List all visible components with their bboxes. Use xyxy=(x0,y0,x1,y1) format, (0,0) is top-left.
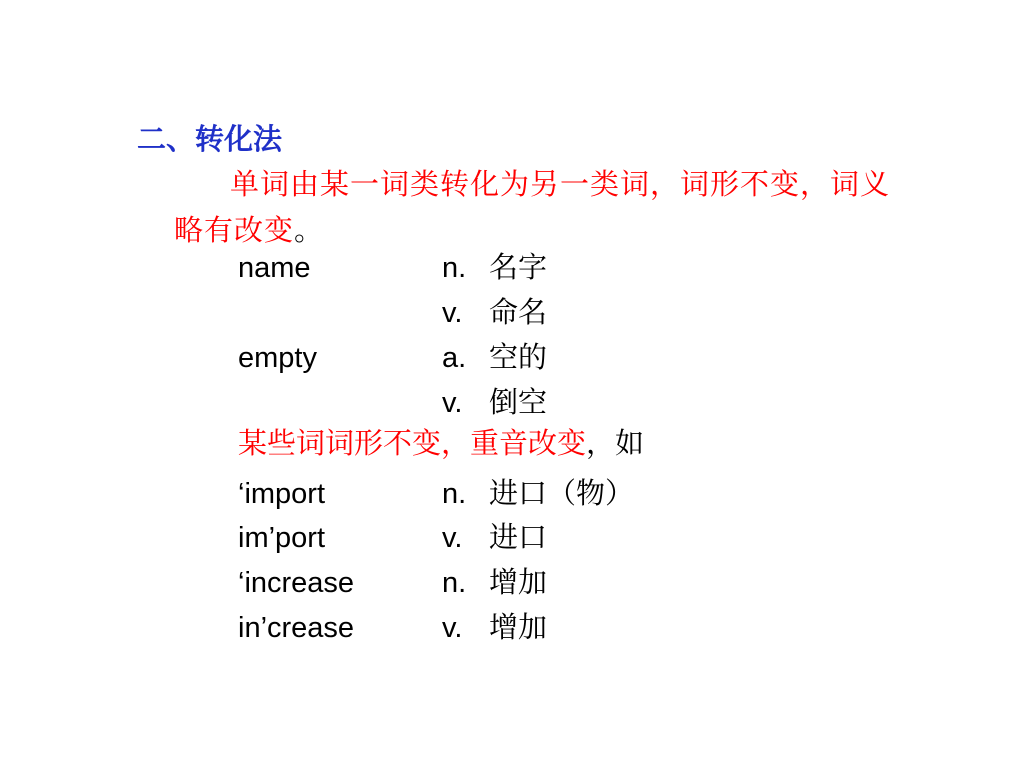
stress-entry-word: ‘import xyxy=(238,478,326,510)
entry-meaning: 命名 xyxy=(489,297,548,329)
entry-pos: v. xyxy=(442,297,463,329)
stress-entry-pos: n. xyxy=(442,478,467,510)
intro-red-text: 单词由某一词类转化为另一类词，词形不变，词义略有改变 xyxy=(174,169,891,247)
entry-pos: a. xyxy=(442,342,467,374)
stress-entry-word: in’crease xyxy=(238,612,355,644)
entry-meaning: 名字 xyxy=(489,252,548,284)
entry-meaning: 倒空 xyxy=(489,387,548,419)
stress-entry-meaning: 增加 xyxy=(489,567,548,599)
entry-word: name xyxy=(238,252,311,284)
stress-entry-pos: v. xyxy=(442,612,463,644)
stress-entry-meaning: 增加 xyxy=(489,612,548,644)
entry-pos: v. xyxy=(442,387,463,419)
intro-end-punct: 。 xyxy=(294,215,325,247)
stress-note-black: ，如 xyxy=(586,428,645,460)
stress-entry-pos: n. xyxy=(442,567,467,599)
stress-entry-meaning: 进口（物） xyxy=(489,478,635,510)
intro-paragraph xyxy=(174,162,914,254)
stress-entry-word: ‘increase xyxy=(238,567,355,599)
stress-entry-word: im’port xyxy=(238,522,326,554)
section-heading: 二、转化法 xyxy=(137,124,283,156)
entry-meaning: 空的 xyxy=(489,342,548,374)
stress-entry-meaning: 进口 xyxy=(489,522,548,554)
entry-pos: n. xyxy=(442,252,467,284)
stress-note-red: 某些词词形不变，重音改变 xyxy=(238,428,587,460)
entry-word: empty xyxy=(238,342,317,374)
stress-note xyxy=(238,424,644,464)
stress-entry-pos: v. xyxy=(442,522,463,554)
